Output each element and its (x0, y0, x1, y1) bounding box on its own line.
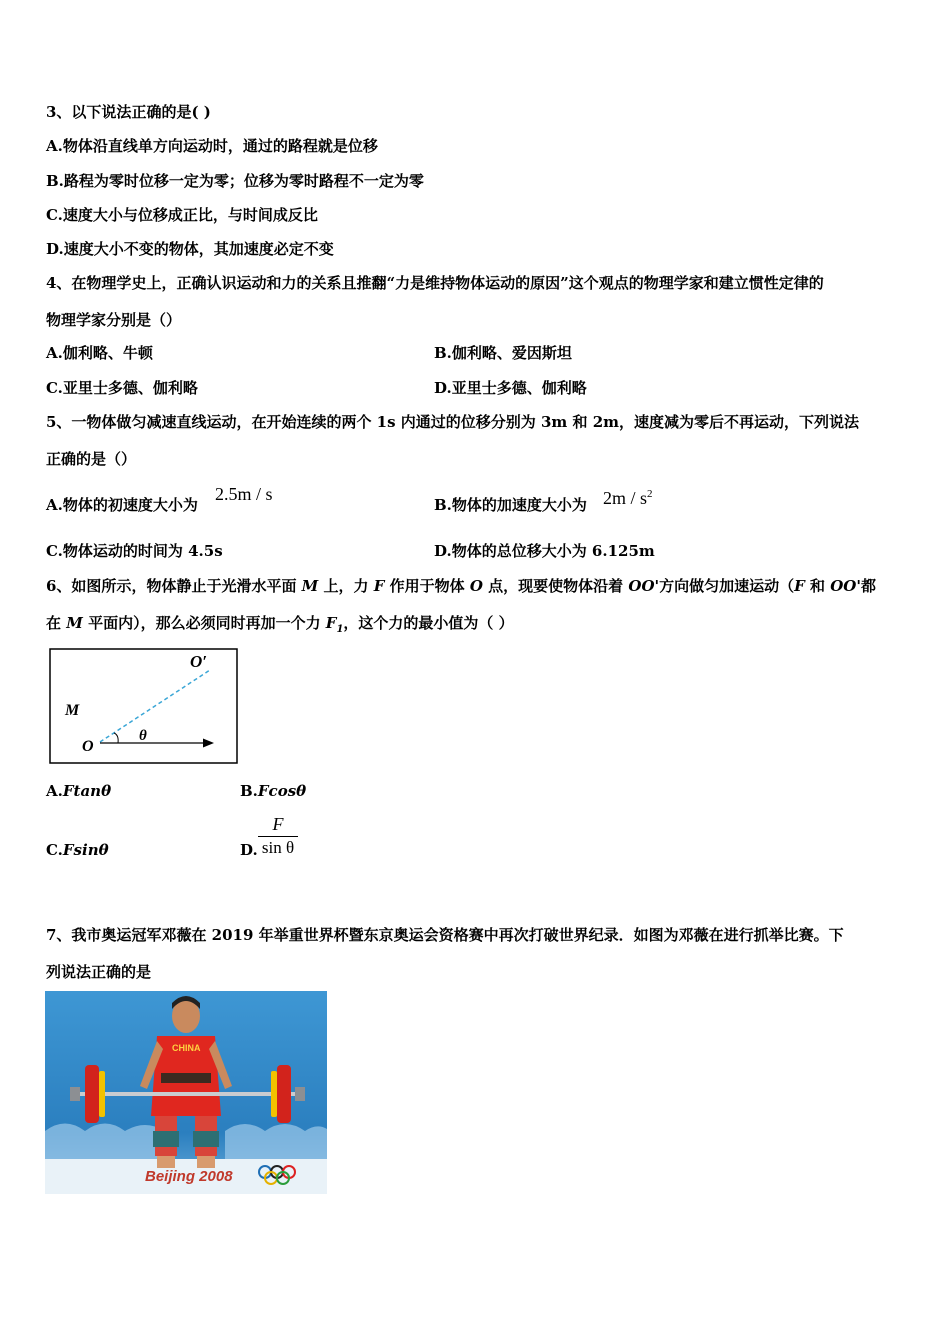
weightlifter-illustration (45, 991, 327, 1194)
q5-option-b-exponent: 2 (647, 488, 653, 500)
q7-stem-line2: 列说法正确的是 (46, 963, 152, 981)
q6-var-f: F (373, 577, 385, 595)
weightlifter-photo (45, 991, 327, 1194)
q5-option-b-unit: 2m / s (603, 488, 648, 508)
q6-option-b-expr: Fcosθ (257, 782, 307, 800)
q6-option-c-prefix: C. (46, 841, 63, 859)
q6-option-d-fraction (258, 814, 298, 858)
q7-stem-line1: 7、我市奥运冠军邓薇在 2019 年举重世界杯暨东京奥运会资格赛中再次打破世界纪录．如图为邓薇在进行抓举比赛。下 (46, 926, 844, 944)
q4-stem-line2: 物理学家分别是（） (46, 311, 182, 329)
q6-text: 都 (860, 577, 876, 595)
q6-text: 和 (804, 577, 831, 595)
q5-stem-line2: 正确的是（） (46, 450, 137, 468)
fraction-bar (258, 836, 298, 837)
q3-option-a: A.物体沿直线单方向运动时，通过的路程就是位移 (46, 137, 378, 155)
q5-option-c: C.物体运动的时间为 4.5s (46, 542, 223, 560)
q4-option-b: B.伽利略、爱因斯坦 (434, 344, 572, 362)
q3-option-b: B.路程为零时位移一定为零；位移为零时路程不一定为零 (46, 172, 424, 190)
photo-banner-text: Beijing 2008 (145, 1168, 233, 1185)
q6-option-a (46, 781, 111, 801)
q6-text: 方向做匀加速运动（ (659, 577, 795, 595)
q6-var-o: O (469, 577, 483, 595)
q5-option-b-text: B.物体的加速度大小为 (434, 496, 587, 514)
q4-option-a: A.伽利略、牛顿 (46, 344, 153, 362)
q6-option-c-expr: Fsinθ (62, 841, 109, 859)
q6-option-b (240, 781, 306, 801)
q5-option-a-text: A.物体的初速度大小为 (46, 496, 198, 514)
q6-var-oo: OO' (830, 577, 861, 595)
q6-var-f: F (794, 577, 805, 595)
q6-stem-line2 (46, 613, 514, 640)
q6-var-oo: OO' (628, 577, 660, 595)
q6-text: 上，力 (318, 577, 374, 595)
label-o-prime: O′ (190, 652, 208, 671)
q6-text: ，这个力的最小值为（ ） (343, 614, 514, 632)
q6-option-b-prefix: B. (240, 782, 258, 800)
q6-option-a-prefix: A. (46, 782, 63, 800)
q3-option-d: D.速度大小不变的物体，其加速度必定不变 (46, 240, 334, 258)
q6-var-m: M (66, 614, 83, 632)
q4-stem-line1: 4、在物理学史上，正确认识运动和力的关系且推翻“力是维持物体运动的原因”这个观点的物理学家和建立惯性定律的 (46, 274, 824, 292)
q6-option-d-denominator: sin θ (261, 838, 295, 857)
q6-var-f1: F (325, 614, 337, 632)
q6-text: 6、如图所示，物体静止于光滑水平面 (46, 577, 302, 595)
q6-option-a-expr: Ftanθ (62, 782, 112, 800)
q4-option-d: D.亚里士多德、伽利略 (434, 379, 587, 397)
q6-text: 点，现要使物体沿着 (482, 577, 629, 595)
q4-option-c: C.亚里士多德、伽利略 (46, 379, 198, 397)
label-o: O (82, 738, 94, 755)
q5-option-a (46, 495, 198, 515)
q6-var-f1-subscript: 1 (336, 624, 344, 635)
q5-option-d: D.物体的总位移大小为 6.125m (434, 542, 655, 560)
q6-text: 作用于物体 (384, 577, 470, 595)
q6-option-d-numerator: F (272, 814, 284, 834)
q6-stem-line1 (46, 576, 876, 596)
q6-text: 在 (46, 614, 67, 632)
q3-stem: 3、以下说法正确的是( ) (46, 103, 211, 121)
q5-stem-line1: 5、一物体做匀减速直线运动，在开始连续的两个 1s 内通过的位移分别为 3m 和 2m，速度减为零后不再运动，下列说法 (46, 413, 860, 431)
jersey-text: CHINA (172, 1043, 201, 1053)
q5-option-b (434, 495, 587, 515)
q5-option-b-value (603, 484, 653, 508)
label-theta: θ (139, 728, 147, 744)
label-m: M (65, 702, 80, 719)
q5-option-a-value: 2.5m / s (215, 484, 273, 504)
q3-option-c: C.速度大小与位移成正比，与时间成反比 (46, 206, 318, 224)
q6-option-c (46, 840, 109, 860)
q6-var-m: M (301, 577, 319, 595)
q6-text: 平面内），那么必须同时再加一个力 (82, 614, 326, 632)
q6-option-d-prefix: D. (240, 841, 258, 859)
q6-force-diagram (48, 647, 240, 767)
